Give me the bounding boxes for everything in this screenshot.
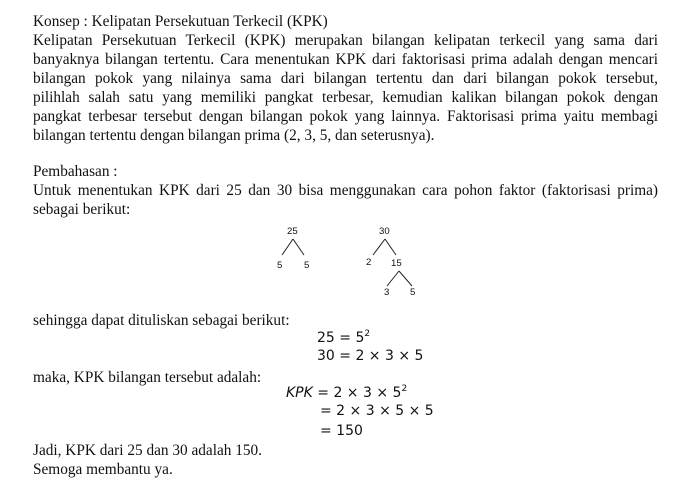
tree-30-right-branch	[385, 239, 396, 255]
equation-25-rel: =	[339, 330, 352, 346]
equation-25-base: 5	[355, 330, 365, 346]
concept-line-6: bilangan tertentu dengan bilangan prima (2, 3, 5, dan seterusnya).	[33, 127, 435, 144]
tree-30-left-branch	[373, 239, 385, 255]
concept-title: Konsep : Kelipatan Persekutuan Terkecil (KPK)	[33, 13, 328, 30]
tree-25-right-branch	[293, 239, 304, 255]
tree-30-root: 30	[379, 226, 390, 237]
tree-30-middle-node: 15	[391, 258, 402, 269]
factor-tree-30	[366, 226, 415, 298]
equation-25-exponent: 2	[364, 329, 371, 339]
tree-25-root: 25	[287, 226, 298, 237]
tree-15-right-leaf: 5	[410, 287, 416, 298]
tree-15-left-leaf: 3	[384, 287, 390, 298]
concept-line-2: banyaknya bilangan tertentu. Cara menentukan KPK dari faktorisasi prima adalah dengan mencari	[33, 51, 658, 68]
tree-30-left-leaf: 2	[366, 257, 372, 268]
kpk-line-1-prefix: = 2 × 3 ×	[317, 385, 393, 401]
factor-trees	[270, 222, 440, 302]
concept-line-3: bilangan pokok yang nilainya sama dari bilangan tertentu dan dari bilangan pokok tersebut,	[33, 70, 658, 87]
tree-25-left-branch	[282, 239, 293, 255]
equation-30: 30 = 2 × 3 × 5	[317, 348, 424, 364]
kpk-line-1-base: 5	[392, 385, 402, 401]
tree-15-right-branch	[399, 271, 412, 286]
concept-line-1: Kelipatan Persekutuan Terkecil (KPK) merupakan bilangan kelipatan terkecil yang sama dari	[33, 32, 658, 49]
concept-line-5: pangkat terbesar tersebut dengan bilangan pokok yang lainnya. Faktorisasi prima yaitu membagi	[33, 108, 658, 125]
factor-tree-25	[277, 226, 309, 271]
tree-15-left-branch	[387, 271, 399, 286]
written-as-text: sehingga dapat dituliskan sebagai berikut:	[33, 312, 290, 329]
concept-line-4: pilihlah salah satu yang memiliki pangkat terbesar, kemudian kalikan bilangan pokok dengan	[33, 89, 658, 106]
lcm-intro-text: maka, KPK bilangan tersebut adalah:	[33, 369, 262, 386]
discussion-intro-line-2: sebagai berikut:	[33, 201, 131, 218]
kpk-label: KPK	[286, 385, 313, 401]
kpk-line-1-exponent: 2	[401, 384, 408, 394]
kpk-equation-line-1	[286, 384, 407, 402]
tree-25-right-leaf: 5	[304, 260, 310, 271]
tree-25-left-leaf: 5	[277, 260, 283, 271]
discussion-intro-line-1: Untuk menentukan KPK dari 25 dan 30 bisa menggunakan cara pohon faktor (faktorisasi prima)	[33, 182, 658, 199]
conclusion-text: Jadi, KPK dari 25 dan 30 adalah 150.	[33, 442, 262, 459]
equation-25-lhs: 25	[317, 330, 335, 346]
closing-text: Semoga membantu ya.	[33, 461, 173, 478]
equation-25	[317, 329, 370, 347]
discussion-heading: Pembahasan :	[33, 163, 118, 180]
kpk-equation-line-3: = 150	[320, 423, 363, 439]
kpk-equation-line-2: = 2 × 3 × 5 × 5	[320, 403, 434, 419]
